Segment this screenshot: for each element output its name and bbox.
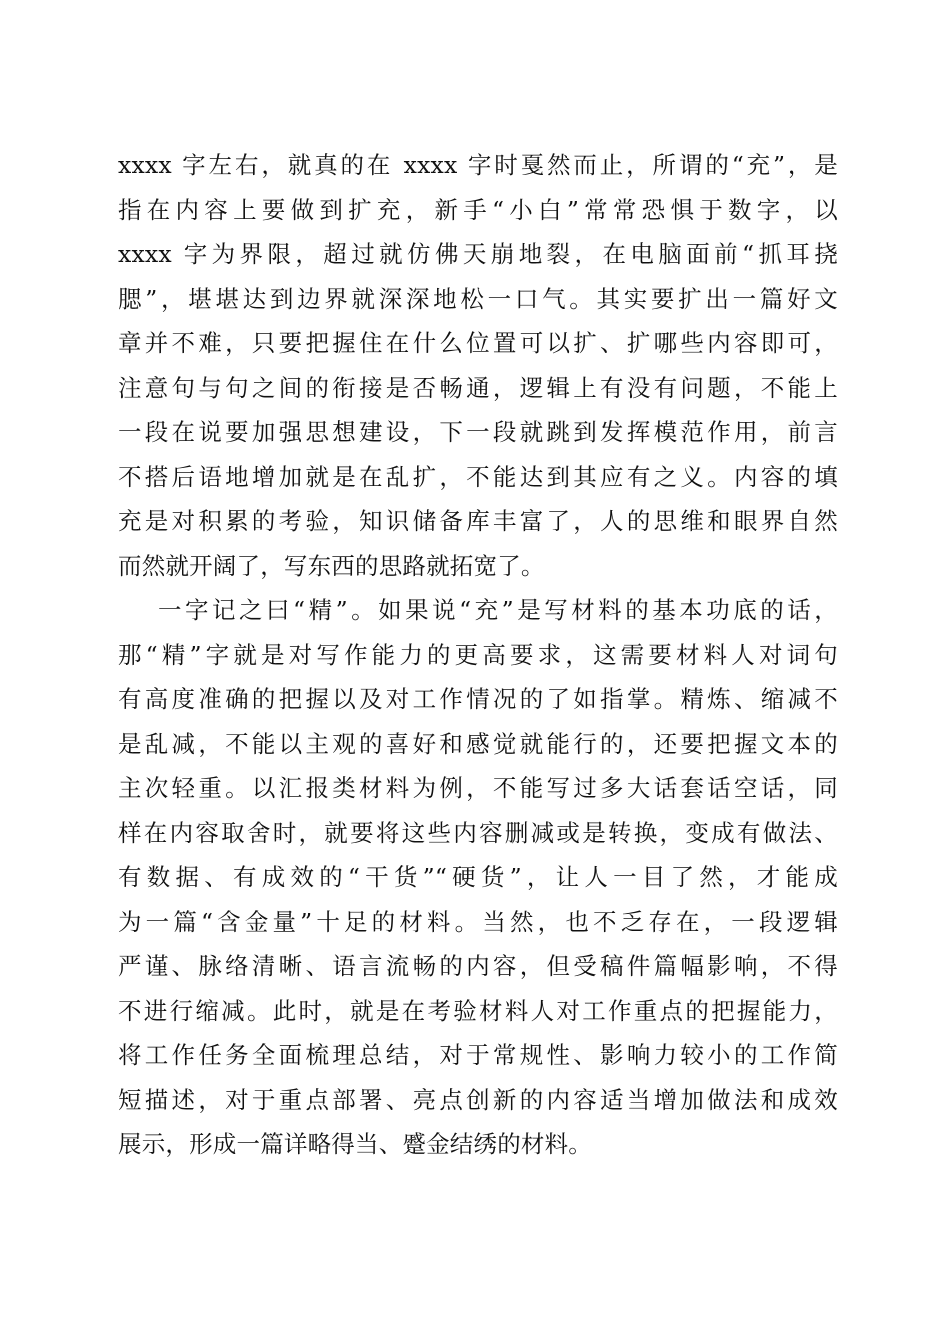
text-line: 展示，形成一篇详略得当、蹙金结绣的材料。 — [118, 1130, 592, 1158]
text-line: 是乱减，不能以主观的喜好和感觉就能行的，还要把握文本的 — [118, 729, 838, 758]
text-line: 不进行缩减。此时，就是在考验材料人对工作重点的把握能力， — [118, 996, 838, 1025]
text-line: 一段在说要加强思想建设，下一段就跳到发挥模范作用，前言 — [118, 418, 838, 446]
text-line: 有数据、有成效的“干货”“硬货”，让人一目了然，才能成 — [118, 863, 838, 891]
text-line: 注意句与句之间的衔接是否畅通，逻辑上有没有问题，不能上 — [118, 373, 838, 402]
text-line: 有高度准确的把握以及对工作情况的了如指掌。精炼、缩减不 — [118, 685, 838, 713]
text-line: 那“精”字就是对写作能力的更高要求，这需要材料人对词句 — [118, 640, 838, 669]
text-line: 将工作任务全面梳理总结，对于常规性、影响力较小的工作简 — [118, 1041, 838, 1069]
text-line: xxxx 字左右，就真的在 xxxx 字时戛然而止，所谓的“充”，是 — [118, 151, 838, 179]
text-line: 不搭后语地增加就是在乱扩，不能达到其应有之义。内容的填 — [118, 462, 838, 491]
text-line: 样在内容取舍时，就要将这些内容删减或是转换，变成有做法、 — [118, 818, 838, 847]
text-line: xxxx 字为界限，超过就仿佛天崩地裂，在电脑面前“抓耳挠 — [118, 240, 838, 268]
text-line: 为一篇“含金量”十足的材料。当然，也不乏存在，一段逻辑 — [118, 907, 838, 936]
text-line: 而然就开阔了，写东西的思路就拓宽了。 — [118, 551, 545, 580]
paragraph-start-line: 一字记之曰“精”。如果说“充”是写材料的基本功底的话， — [158, 596, 838, 624]
text-line: 章并不难，只要把握住在什么位置可以扩、扩哪些内容即可， — [118, 329, 838, 357]
text-line: 短描述，对于重点部署、亮点创新的内容适当增加做法和成效 — [118, 1085, 838, 1114]
text-line: 充是对积累的考验，知识储备库丰富了，人的思维和眼界自然 — [118, 507, 838, 535]
text-line: 腮”，堪堪达到边界就深深地松一口气。其实要扩出一篇好文 — [118, 284, 838, 313]
text-line: 严谨、脉络清晰、语言流畅的内容，但受稿件篇幅影响，不得 — [118, 952, 838, 980]
text-line: 主次轻重。以汇报类材料为例，不能写过多大话套话空话，同 — [118, 774, 838, 802]
body-text — [118, 143, 838, 1167]
text-line: 指在内容上要做到扩充，新手“小白”常常恐惧于数字，以 — [118, 195, 838, 224]
